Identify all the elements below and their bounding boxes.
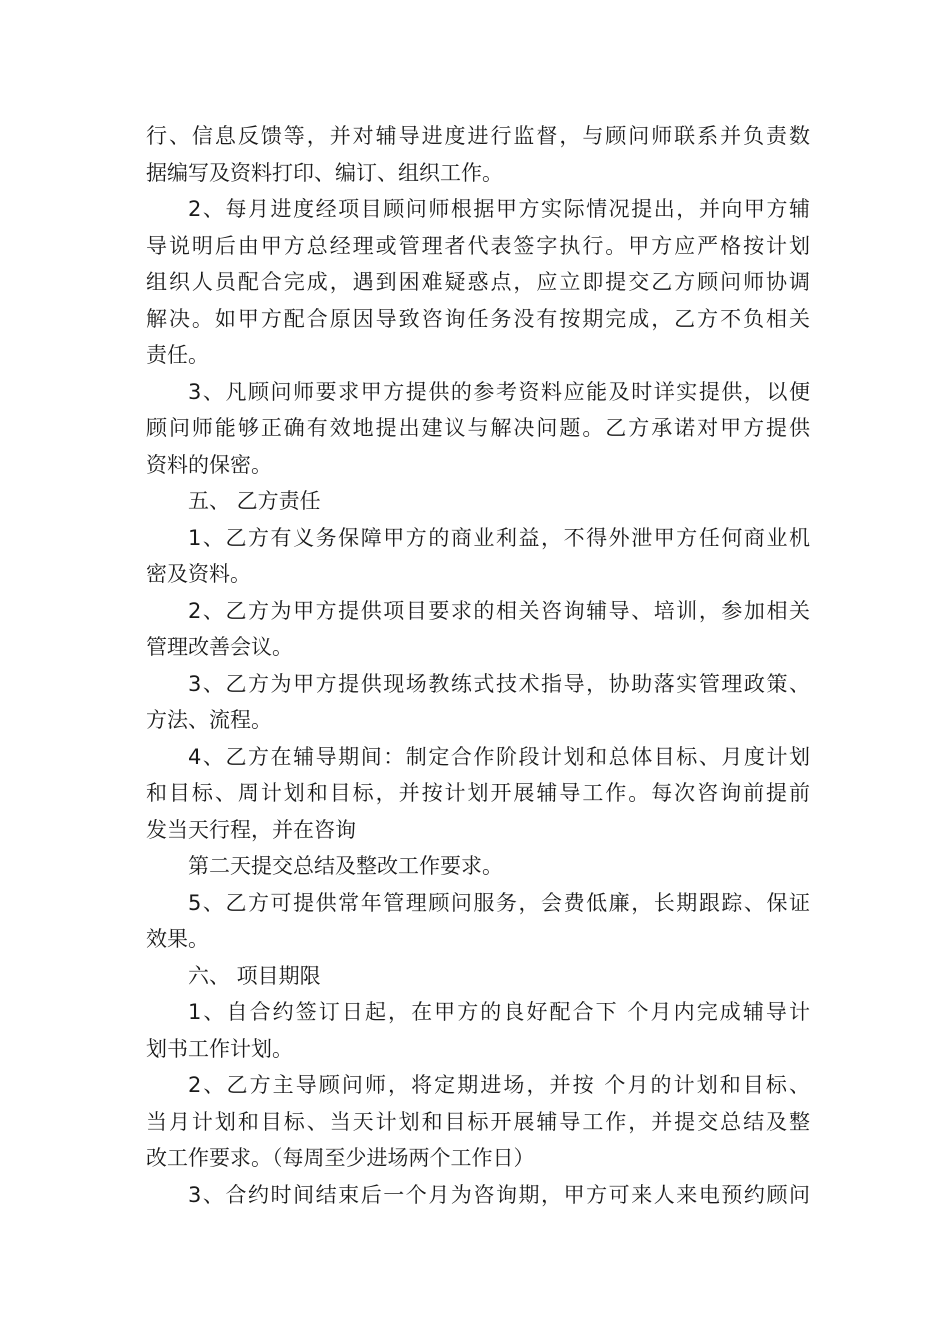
text-line: 5、乙方可提供常年管理顾问服务，会费低廉，长期跟踪、保证 bbox=[188, 890, 810, 915]
text-line: 责任。 bbox=[146, 343, 209, 367]
text-line: 管理改善会议。 bbox=[146, 635, 293, 659]
text-line: 组织人员配合完成，遇到困难疑惑点，应立即提交乙方顾问师协调 bbox=[146, 270, 810, 294]
text-line: 4、乙方在辅导期间：制定合作阶段计划和总体目标、月度计划 bbox=[188, 744, 810, 769]
text-line: 3、乙方为甲方提供现场教练式技术指导，协助落实管理政策、 bbox=[188, 671, 810, 696]
text-line: 效果。 bbox=[146, 927, 209, 951]
text-line: 和目标、周计划和目标，并按计划开展辅导工作。每次咨询前提前 bbox=[146, 781, 810, 805]
text-line: 3、合约时间结束后一个月为咨询期，甲方可来人来电预约顾问 bbox=[188, 1182, 810, 1207]
section-heading: 五、 乙方责任 bbox=[188, 489, 321, 513]
text-line: 发当天行程，并在咨询 bbox=[146, 817, 356, 842]
text-line: 3、凡顾问师要求甲方提供的参考资料应能及时详实提供，以便 bbox=[188, 379, 810, 404]
text-line: 第二天提交总结及整改工作要求。 bbox=[188, 854, 503, 878]
text-line: 密及资料。 bbox=[146, 562, 251, 586]
text-line: 当月计划和目标、当天计划和目标开展辅导工作，并提交总结及整 bbox=[146, 1109, 810, 1134]
text-line: 资料的保密。 bbox=[146, 452, 272, 477]
text-line: 2、乙方主导顾问师，将定期进场，并按 个月的计划和目标、 bbox=[188, 1073, 810, 1097]
text-line: 1、自合约签订日起，在甲方的良好配合下 个月内完成辅导计 bbox=[188, 1000, 810, 1024]
text-line: 据编写及资料打印、编订、组织工作。 bbox=[146, 160, 503, 185]
text-line: 2、乙方为甲方提供项目要求的相关咨询辅导、培训，参加相关 bbox=[188, 598, 810, 623]
text-line: 导说明后由甲方总经理或管理者代表签字执行。甲方应严格按计划 bbox=[146, 233, 810, 258]
text-line: 1、乙方有义务保障甲方的商业利益，不得外泄甲方任何商业机 bbox=[188, 525, 810, 550]
text-line: 顾问师能够正确有效地提出建议与解决问题。乙方承诺对甲方提供 bbox=[146, 416, 810, 440]
text-line: 改工作要求。（每周至少进场两个工作日） bbox=[146, 1146, 535, 1170]
text-line: 划书工作计划。 bbox=[146, 1036, 293, 1061]
text-line: 解决。如甲方配合原因导致咨询任务没有按期完成，乙方不负相关 bbox=[146, 306, 810, 331]
text-line: 方法、流程。 bbox=[146, 708, 272, 732]
document-body bbox=[146, 118, 810, 1213]
text-line: 行、信息反馈等，并对辅导进度进行监督，与顾问师联系并负责数 bbox=[146, 124, 810, 148]
text-line: 2、每月进度经项目顾问师根据甲方实际情况提出，并向甲方辅 bbox=[188, 197, 810, 221]
section-heading: 六、 项目期限 bbox=[188, 963, 321, 988]
